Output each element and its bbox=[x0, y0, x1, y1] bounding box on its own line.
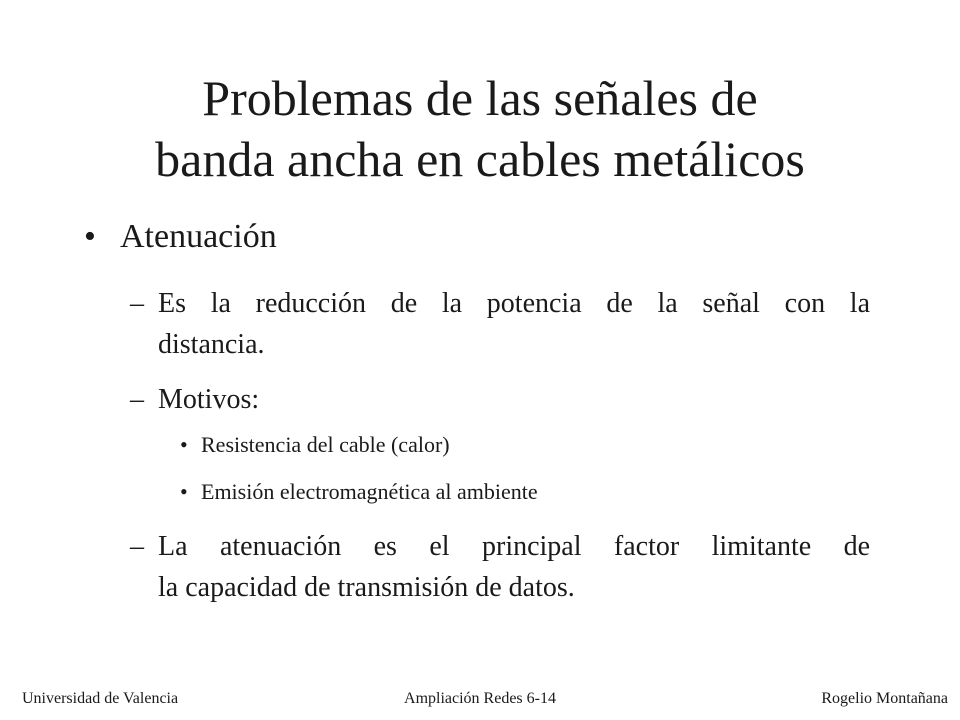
footer-left: Universidad de Valencia bbox=[22, 690, 179, 707]
dash-marker: – bbox=[130, 288, 144, 319]
footer-right: Rogelio Montañana bbox=[821, 690, 948, 707]
bullet-marker: • bbox=[180, 479, 188, 504]
subbullet-text bbox=[158, 526, 870, 608]
dash-marker: – bbox=[130, 531, 144, 562]
slide-title-line-1: Problemas de las señales de bbox=[202, 70, 758, 126]
dash-marker: – bbox=[130, 384, 144, 415]
subbullet-line-1: Motivos: bbox=[158, 384, 260, 415]
slide-title bbox=[60, 68, 900, 190]
subsubbullet-text: Emisión electromagnética al ambiente bbox=[201, 479, 538, 504]
subbullet-text bbox=[158, 379, 870, 420]
bullet-marker: • bbox=[84, 218, 96, 255]
subbullet-text bbox=[158, 283, 870, 365]
bullet-text: Atenuación bbox=[120, 218, 277, 255]
bullet-marker: • bbox=[180, 432, 188, 457]
subbullet-line-2: distancia. bbox=[158, 329, 265, 360]
slide-title-line-2: banda ancha en cables metálicos bbox=[155, 131, 805, 187]
subbullet-line-1: La atenuación es el principal factor limitante de bbox=[158, 531, 870, 562]
subbullet-line-2: la capacidad de transmisión de datos. bbox=[158, 572, 575, 603]
footer-center: Ampliación Redes 6-14 bbox=[404, 690, 556, 707]
subsubbullet-text: Resistencia del cable (calor) bbox=[201, 432, 450, 457]
subbullet-line-1: Es la reducción de la potencia de la señal con la bbox=[158, 288, 870, 319]
